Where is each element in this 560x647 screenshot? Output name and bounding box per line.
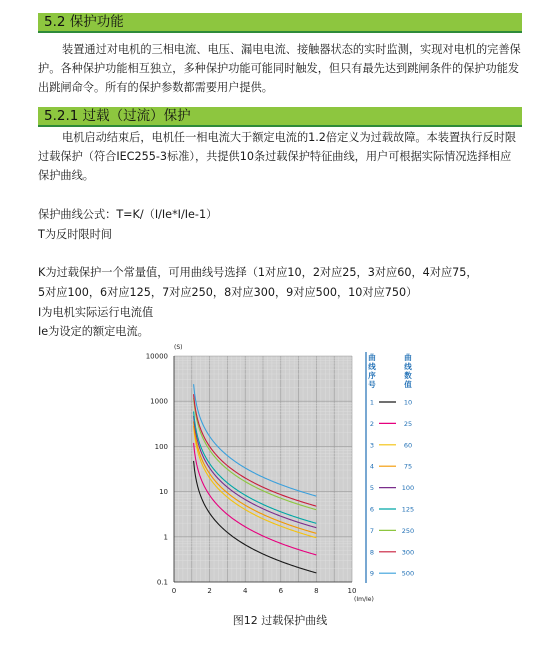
overload-curve-chart xyxy=(140,338,430,608)
legend-curve-value: 60 xyxy=(403,441,413,450)
y-unit-label: (S) xyxy=(174,344,183,351)
legend-curve-number: 8 xyxy=(369,548,375,557)
chart-grid xyxy=(174,356,352,582)
y-tick-label: 1 xyxy=(163,533,168,542)
x-tick-label: 8 xyxy=(314,587,319,595)
y-tick-label: 100 xyxy=(154,442,168,451)
y-tick-label: 10 xyxy=(159,488,168,497)
section-title: 5.2 保护功能 xyxy=(44,14,124,30)
legend-curve-value: 500 xyxy=(401,569,415,578)
x-tick-label: 10 xyxy=(347,587,357,595)
x-tick-label: 4 xyxy=(242,587,248,595)
y-tick-label: 10000 xyxy=(145,352,168,361)
legend-curve-value: 100 xyxy=(401,484,415,493)
legend-curve-value: 125 xyxy=(401,505,415,514)
legend-header-curve: 曲线序号 xyxy=(368,353,376,389)
legend-curve-number: 4 xyxy=(369,462,375,471)
chart-legend xyxy=(366,352,414,583)
k-definition-line1: K为过载保护一个常量值，可用曲线号选择（1对应10，2对应25，3对应60，4对应75， xyxy=(38,266,478,279)
overload-paragraph: 电机启动结束后，电机任一相电流大于额定电流的1.2倍定义为过载故障。本装置执行反时限过载保护（符合IEC255-3标准），共提供10条过载保护特征曲线，用户可根据实际情况选择相应保护曲线。 xyxy=(38,131,517,182)
legend-header-value: 曲线数值 xyxy=(404,353,412,389)
section-header xyxy=(38,13,522,33)
legend-curve-value: 250 xyxy=(401,526,415,535)
legend-curve-number: 1 xyxy=(369,398,375,407)
subsection-title: 5.2.1 过载（过流）保护 xyxy=(44,108,191,124)
k-definition-line2: 5对应100，6对应125，7对应250，8对应300，9对应500，10对应750） xyxy=(38,286,418,299)
x-tick-label: 2 xyxy=(207,587,212,595)
x-tick-label: 6 xyxy=(278,587,284,595)
x-unit-label: (Im/Ie) xyxy=(354,596,374,603)
legend-curve-value: 75 xyxy=(403,462,413,471)
x-tick-label: 0 xyxy=(171,587,177,595)
formula-line: 保护曲线公式：T=K/（I/Ie*I/Ie-1） xyxy=(38,208,218,221)
legend-curve-value: 10 xyxy=(403,398,413,407)
legend-curve-number: 7 xyxy=(369,526,375,535)
t-definition: T为反时限时间 xyxy=(38,228,112,241)
legend-curve-number: 2 xyxy=(369,419,375,428)
legend-curve-number: 3 xyxy=(369,441,375,450)
legend-curve-value: 25 xyxy=(403,419,413,428)
y-tick-label: 1000 xyxy=(150,397,168,406)
legend-curve-value: 300 xyxy=(401,548,415,557)
ie-definition: Ie为设定的额定电流。 xyxy=(38,325,149,338)
figure-caption: 图12 过载保护曲线 xyxy=(232,614,328,627)
subsection-header xyxy=(38,107,522,127)
legend-curve-number: 9 xyxy=(369,569,375,578)
y-tick-label: 0.1 xyxy=(156,578,168,587)
legend-curve-number: 6 xyxy=(369,505,375,514)
intro-paragraph: 装置通过对电机的三相电流、电压、漏电电流、接触器状态的实时监测，实现对电机的完善保护。各种保护功能相互独立，多种保护功能可能同时触发，但只有最先达到跳闸条件的保护功能发出跳闸命令。所有的保护参数都需要用户提供。 xyxy=(38,43,521,94)
i-definition: I为电机实际运行电流值 xyxy=(38,306,154,319)
legend-curve-number: 5 xyxy=(369,484,375,493)
